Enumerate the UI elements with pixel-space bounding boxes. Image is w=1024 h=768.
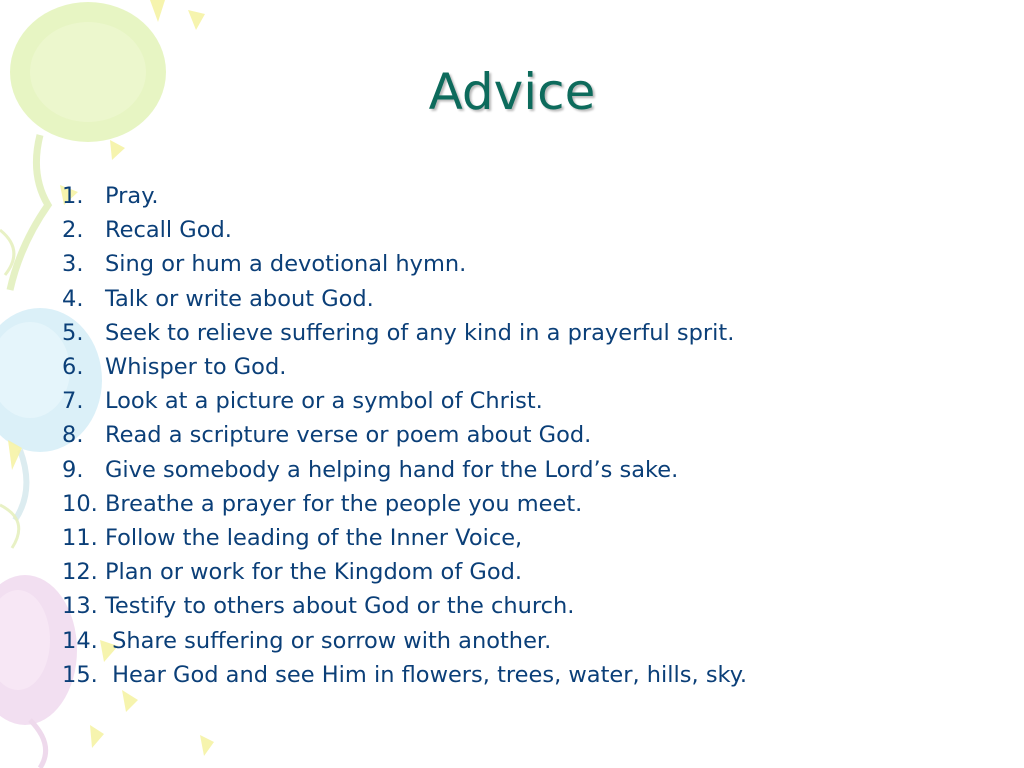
- list-item: [62, 453, 1002, 487]
- item-number: 3.: [62, 251, 84, 278]
- item-text: Hear God and see Him in flowers, trees, water, hills, sky.: [112, 661, 748, 688]
- list-item: [62, 282, 1002, 316]
- item-number: 14.: [62, 627, 113, 654]
- item-text: Plan or work for the Kingdom of God.: [104, 559, 523, 586]
- item-text: Seek to relieve suffering of any kind in a prayerful sprit.: [105, 319, 735, 346]
- item-number: 12.: [62, 559, 105, 586]
- item-number: 8.: [62, 422, 84, 449]
- item-text: Testify to others about God or the church.: [104, 593, 575, 620]
- list-item: [62, 316, 1002, 350]
- item-number: 9.: [62, 456, 84, 483]
- item-number: 15.: [62, 661, 113, 688]
- list-item: [62, 418, 1002, 452]
- item-number: 13.: [62, 593, 105, 620]
- list-item: [62, 247, 1002, 281]
- item-number: 7.: [62, 388, 84, 415]
- item-text: Pray.: [105, 183, 159, 210]
- item-text: Recall God.: [105, 217, 232, 244]
- list-item: [62, 658, 1002, 692]
- item-text: Whisper to God.: [105, 354, 287, 381]
- item-text: Look at a picture or a symbol of Christ.: [105, 388, 543, 415]
- slide-title: Advice: [428, 63, 596, 121]
- item-number: 1.: [62, 183, 84, 210]
- item-text: Give somebody a helping hand for the Lord’s sake.: [105, 456, 679, 483]
- list-item: [62, 350, 1002, 384]
- list-item: [62, 179, 1002, 213]
- advice-list: [62, 179, 1002, 692]
- list-item: [62, 384, 1002, 418]
- item-text: Sing or hum a devotional hymn.: [105, 251, 467, 278]
- item-number: 5.: [62, 319, 84, 346]
- item-number: 10.: [62, 490, 105, 517]
- item-text: Talk or write about God.: [105, 285, 374, 312]
- item-text: Read a scripture verse or poem about God.: [105, 422, 592, 449]
- item-text: Breathe a prayer for the people you meet.: [104, 490, 583, 517]
- list-item: [62, 487, 1002, 521]
- item-text: Share suffering or sorrow with another.: [112, 627, 552, 654]
- item-number: 4.: [62, 285, 84, 312]
- item-number: 2.: [62, 217, 84, 244]
- list-item: [62, 589, 1002, 623]
- item-number: 11.: [62, 524, 105, 551]
- list-item: [62, 521, 1002, 555]
- list-item: [62, 213, 1002, 247]
- list-item: [62, 555, 1002, 589]
- item-number: 6.: [62, 354, 84, 381]
- item-text: Follow the leading of the Inner Voice,: [104, 524, 523, 551]
- list-item: [62, 623, 1002, 657]
